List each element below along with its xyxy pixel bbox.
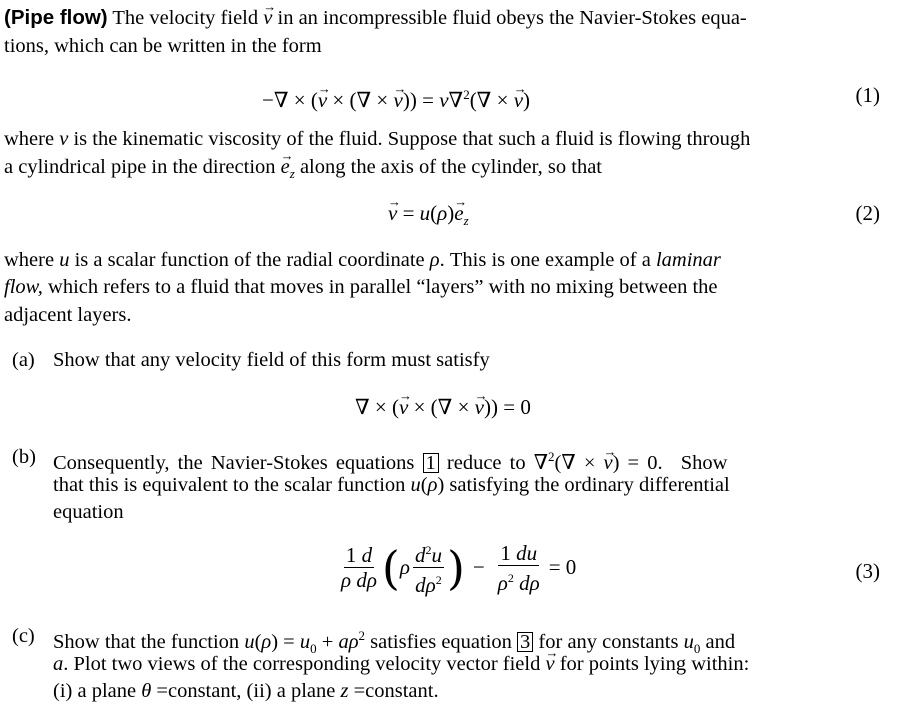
para2-line-1: where ν is the kinematic viscosity of the fluid. Suppose that such a fluid is flowing through: [4, 128, 751, 150]
part-c-line-3: (i) a plane θ =constant, (ii) a plane z =constant.: [53, 680, 439, 702]
equation-3-number: (3): [855, 559, 880, 583]
equation-2: → $v = u(\rho)\to e_z$: [388, 198, 469, 236]
equation-1: −∇ × (→ v × (∇ × → v)) = ν∇$^2$(∇ × → v): [262, 80, 530, 115]
equation-3-ref-link[interactable]: 3: [517, 632, 533, 652]
intro-line-2: tions, which can be written in the form: [4, 35, 322, 57]
intro-line-1: (Pipe flow) The velocity field → v in an incompressible fluid obeys the Navier-Stokes equa-: [4, 5, 747, 31]
part-c-line-1: Show that the function $u(\rho) = u_0 + a\rho^2$ satisfies equation 3 for any constants $u_0$ and: [53, 628, 736, 656]
part-b-line-2: that this is equivalent to the scalar function u(ρ) satisfying the ordinary differential: [53, 474, 730, 496]
part-b-line-3: equation: [53, 501, 124, 523]
para3-line-1: where u is a scalar function of the radial coordinate ρ. This is one example of a laminar: [4, 249, 721, 271]
para2-line-2: a cylindrical pipe in the direction → $e_z$ along the axis of the cylinder, so that: [4, 154, 602, 187]
equation-a: ∇ × (→ v × (∇ × → v)) = 0: [355, 392, 531, 422]
part-a-label: (a): [12, 349, 35, 371]
equation-1-number: (1): [855, 83, 880, 107]
part-c-line-2: a. Plot two views of the corresponding velocity vector field → v for points lying within:: [53, 651, 749, 677]
part-a-text: Show that any velocity field of this form must satisfy: [53, 349, 490, 371]
equation-2-number: (2): [855, 201, 880, 225]
part-c-label: (c): [12, 625, 35, 647]
para3-line-2: flow, which refers to a fluid that moves in parallel “layers” with no mixing between the: [4, 276, 718, 298]
equation-1-ref-link[interactable]: 1: [423, 453, 439, 473]
equation-3: $\frac{1 d}{\text{ρ dρ}}$ ( ρ $\frac{d^2u}{d\rho^2}$ ) − $\frac{1 du}{\rho^2 d\rho}$ = 0: [336, 538, 576, 597]
part-b-label: (b): [12, 446, 36, 468]
part-b-line-1: Consequently, the Navier-Stokes equations 1 reduce to ∇$^2$(∇ × → v) = 0. Show: [53, 444, 727, 476]
para3-line-3: adjacent layers.: [4, 304, 132, 326]
velocity-symbol: → v: [263, 5, 272, 31]
problem-title: (Pipe flow): [4, 6, 108, 29]
